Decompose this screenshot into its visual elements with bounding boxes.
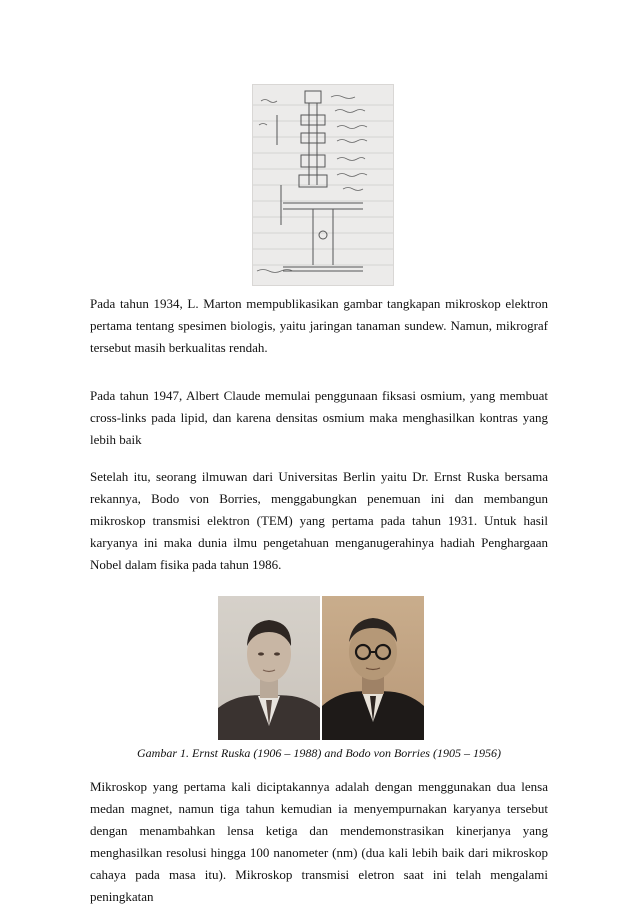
- figure-caption: Gambar 1. Ernst Ruska (1906 – 1988) and Bodo von Borries (1905 – 1956): [137, 746, 501, 760]
- portrait-photos: [218, 596, 424, 740]
- paragraph-lensa: Mikroskop yang pertama kali diciptakannya adalah dengan menggunakan dua lensa medan magnet, namun tiga tahun kemudian ia menyempurnakan karyanya tersebut dengan menambahkan lensa ketiga dan mendemonstrasikan kinerjanya yang menghasilkan resolusi hingga 100 nanometer (nm) (dua kali lebih baik dari mikroskop cahaya pada masa itu). Mikroskop transmisi eletron saat ini telah mengalami peningkatan: [90, 779, 548, 904]
- paragraph-claude: Pada tahun 1947, Albert Claude memulai penggunaan fiksasi osmium, yang membuat cross-links pada lipid, dan karena densitas osmium maka menghasilkan kontras yang lebih baik: [90, 388, 548, 447]
- ernst-ruska-portrait: [218, 596, 320, 740]
- paragraph-ruska: Setelah itu, seorang ilmuwan dari Universitas Berlin yaitu Dr. Ernst Ruska bersama rekannya, Bodo von Borries, menggabungkan penemuan ini dan membangun mikroskop transmisi elektron (TEM) yang pertama pada tahun 1931. Untuk hasil karyanya ini maka dunia ilmu pengetahuan menganugerahinya hadiah Penghargaan Nobel dalam fisika pada tahun 1986.: [90, 469, 548, 572]
- paragraph-marton: Pada tahun 1934, L. Marton mempublikasikan gambar tangkapan mikroskop elektron pertama tentang spesimen biologis, yaitu jaringan tanaman sundew. Namun, mikrograf tersebut masih berkualitas rendah.: [90, 296, 548, 355]
- microscope-sketch-image: [252, 84, 394, 286]
- bodo-von-borries-portrait: [322, 596, 424, 740]
